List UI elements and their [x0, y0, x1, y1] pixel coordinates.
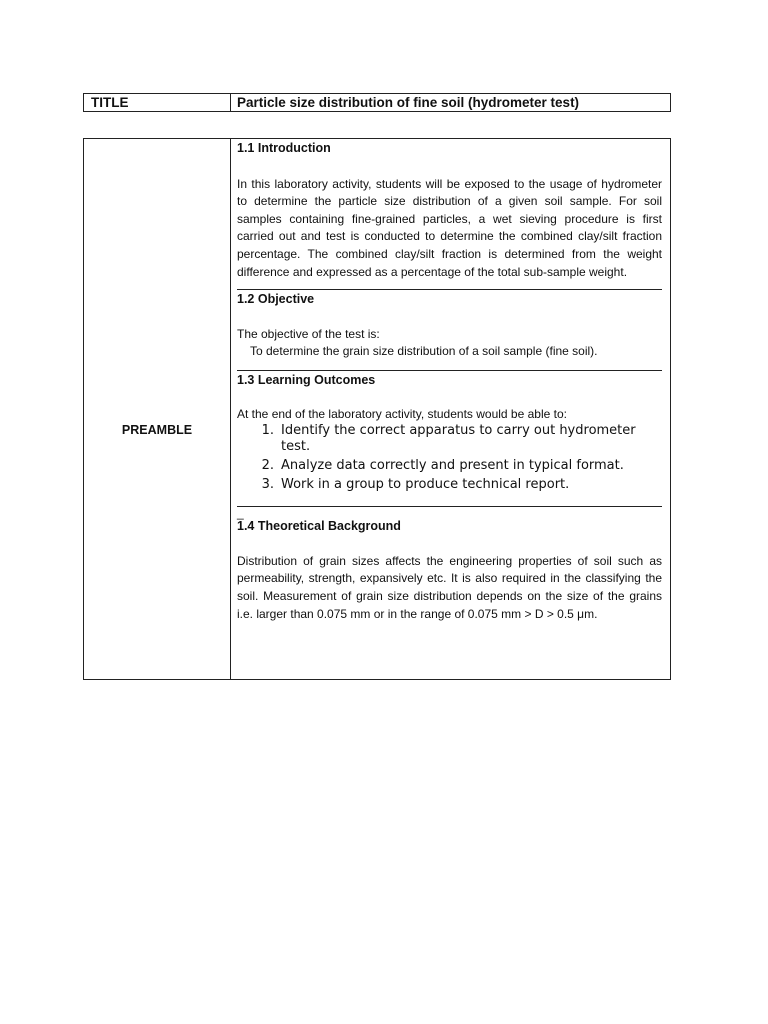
stray-underscore: _	[237, 506, 244, 521]
title-table	[83, 93, 671, 112]
learning-outcomes-heading: 1.3 Learning Outcomes	[237, 372, 376, 387]
list-item-text: Work in a group to produce technical report.	[281, 477, 570, 493]
list-item-number: 1.	[261, 423, 274, 439]
preamble-label-cell	[84, 139, 231, 679]
preamble-table	[83, 138, 671, 680]
title-label: TITLE	[84, 94, 231, 111]
objective-lead: The objective of the test is:	[237, 326, 380, 341]
list-item-text: Analyze data correctly and present in typical format.	[281, 458, 624, 474]
introduction-body: In this laboratory activity, students will be exposed to the usage of hydrometer to determine the particle size distribution of a given soil sample. For soil samples containing fine-grained particles, a wet sieving procedure is first carried out and test is conducted to determine the combined clay/silt fraction percentage. The combined clay/silt fraction is determined from the weight difference and expressed as a percentage of the total sub-sample weight.	[237, 176, 662, 279]
objective-heading: 1.2 Objective	[237, 292, 315, 307]
theoretical-background-heading: 1.4 Theoretical Background	[237, 519, 401, 534]
introduction-heading: 1.1 Introduction	[237, 141, 331, 155]
theoretical-background-body: Distribution of grain sizes affects the engineering properties of soil such as permeability, strength, expansively etc. It is also required in the classifying the soil. Measurement of grain size distribution depends on the size of the grains i.e. larger than 0.075 mm or in the range of 0.075 mm > D > 0.5 μm.	[237, 553, 662, 621]
list-item	[237, 458, 662, 474]
title-value: Particle size distribution of fine soil (hydrometer test)	[237, 95, 580, 110]
list-item	[237, 423, 662, 455]
objective-body: To determine the grain size distribution of a soil sample (fine soil).	[250, 344, 598, 359]
learning-outcomes-list	[237, 423, 662, 493]
preamble-content-cell	[231, 139, 670, 679]
learning-outcomes-lead: At the end of the laboratory activity, students would be able to:	[237, 406, 567, 421]
preamble-label: PREAMBLE	[121, 423, 193, 437]
list-item-number: 3.	[261, 477, 274, 493]
list-item-text: Identify the correct apparatus to carry out hydrometer test.	[281, 423, 636, 455]
list-item-number: 2.	[261, 458, 274, 474]
list-item	[237, 477, 662, 493]
